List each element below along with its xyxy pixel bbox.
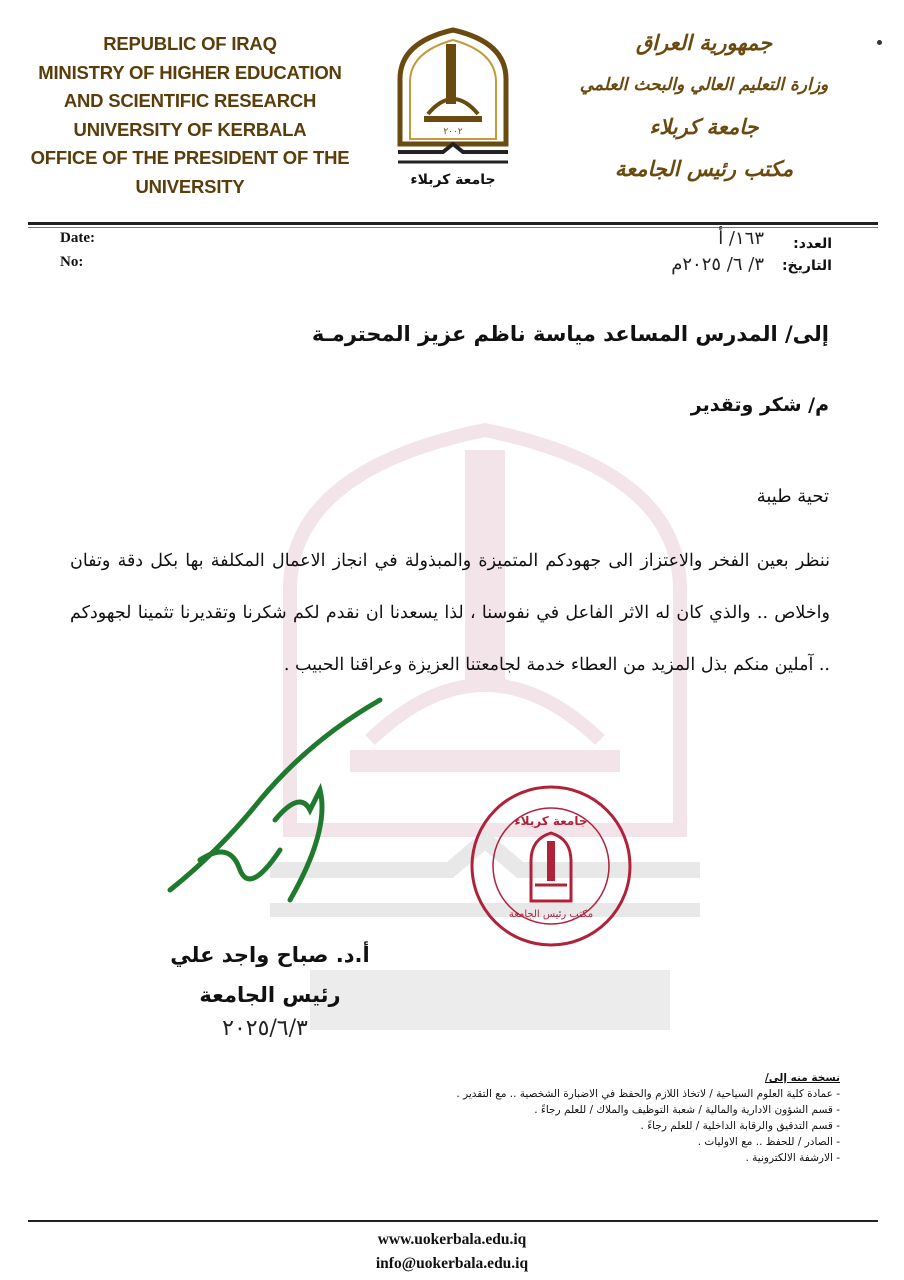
english-line: UNIVERSITY OF KERBALA [73, 118, 307, 140]
handwritten-signature [160, 680, 390, 920]
signer-title: رئيس الجامعة [199, 983, 341, 1007]
scan-mark [877, 40, 882, 45]
date-label-en: Date: [60, 230, 95, 246]
english-letterhead [20, 30, 360, 201]
document-number: ١٦٣/ أ [718, 228, 764, 249]
copy-item: - الصادر / للحفظ .. مع الاوليات . [697, 1136, 840, 1148]
arabic-line: جمهورية العراق [635, 30, 773, 55]
stamp-top-text: جامعة كربلاء [514, 814, 588, 828]
footer [0, 1228, 904, 1276]
email-link[interactable]: info@uokerbala.edu.iq [375, 1255, 529, 1272]
signer-name: أ.د. صباح واجد علي [170, 943, 370, 967]
copy-item: - الارشفة الالكترونية . [745, 1152, 840, 1164]
logo-caption: جامعة كربلاء [410, 172, 496, 188]
letter-body: ننظر بعين الفخر والاعتزاز الى جهودكم المتميزة والمبذولة في انجاز الاعمال المكلفة بها بكل دقة وتفان واخلاص .. والذي كان له الاثر الفاعل في نفوسنا ، لذا يسعدنا ان نقدم لكم شكرنا وتقديرنا تثمينا لجهودكم .. آملين منكم بذل المزيد من العطاء خدمة لجامعتنا العزيزة وعراقنا الحبيب . [70, 551, 830, 675]
copy-item: - عمادة كلية العلوم السياحية / لاتخاذ اللازم والحفظ في الاضبارة الشخصية .. مع التقدير . [456, 1088, 840, 1100]
no-label-en: No: [60, 254, 84, 270]
subject-line: م/ شكر وتقدير [690, 394, 829, 416]
english-line: REPUBLIC OF IRAQ [103, 33, 277, 54]
arabic-letterhead [564, 22, 844, 190]
english-line: MINISTRY OF HIGHER EDUCATION [38, 61, 342, 83]
website-link[interactable]: www.uokerbala.edu.iq [377, 1231, 527, 1248]
header-divider [28, 222, 878, 225]
copy-item: - قسم الشؤون الادارية والمالية / شعبة التوظيف والملاك / للعلم رجاءً . [534, 1104, 840, 1116]
university-logo [388, 24, 518, 194]
copies-title: نسخة منه إلى/ [764, 1072, 840, 1084]
date-label-ar: التاريخ: [781, 258, 832, 274]
stamp-bottom-text: مكتب رئيس الجامعة [508, 909, 594, 920]
arabic-line: مكتب رئيس الجامعة [614, 156, 794, 181]
copies-to [280, 1070, 840, 1166]
copy-item: - قسم التدقيق والرقابة الداخلية / للعلم رجاءً . [640, 1120, 840, 1132]
document-date: ٣/ ٦/ ٢٠٢٥م [671, 254, 764, 275]
official-stamp [468, 783, 634, 949]
addressee: إلى/ المدرس المساعد مياسة ناظم عزيز المحترمـة [311, 322, 829, 346]
footer-divider [28, 1220, 878, 1222]
arabic-line: وزارة التعليم العالي والبحث العلمي [579, 75, 829, 95]
greeting: تحية طيبة [756, 486, 829, 507]
english-line: AND SCIENTIFIC RESEARCH [63, 90, 317, 111]
signature-date: ٢٠٢٥/٦/٣ [222, 1016, 308, 1041]
signer-block [150, 935, 390, 1015]
logo-year: ٢٠٠٢ [443, 127, 463, 137]
arabic-line: جامعة كربلاء [649, 114, 759, 139]
english-line: UNIVERSITY [135, 175, 245, 197]
english-line: OFFICE OF THE PRESIDENT OF THE [30, 147, 350, 168]
number-label-ar: العدد: [793, 236, 832, 252]
